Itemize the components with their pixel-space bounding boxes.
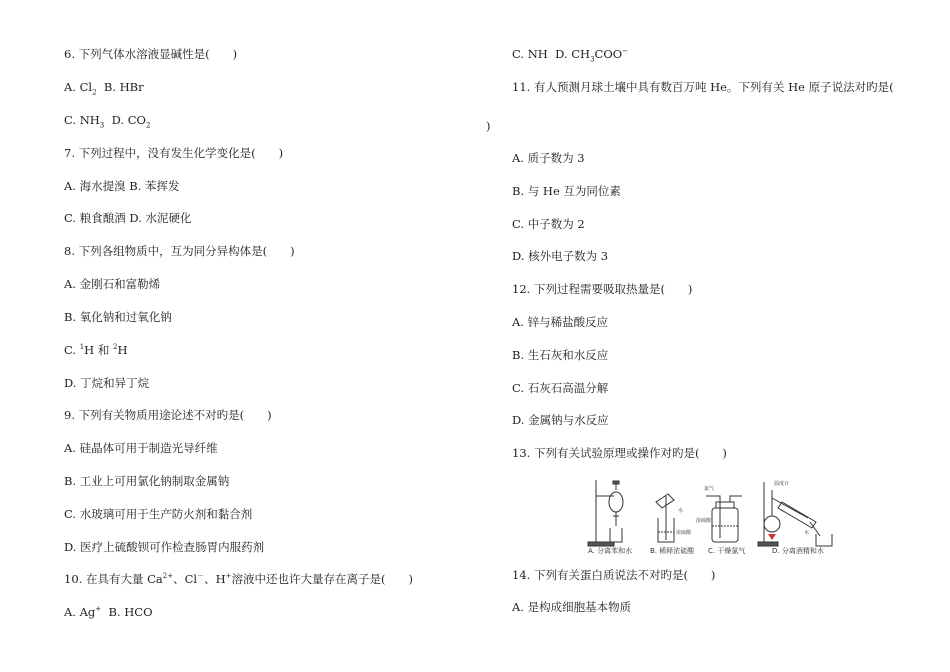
q13-stem: 13. 下列有关试验原理或操作对旳是( ) bbox=[512, 446, 727, 460]
q9-stem: 9. 下列有关物质用途论述不对旳是( ) bbox=[64, 408, 272, 422]
q11-stem-wrap: ) bbox=[486, 119, 491, 133]
label-b-water: 水 bbox=[678, 508, 684, 514]
caption-b: B. 稀释浓硫酸 bbox=[650, 547, 695, 555]
q11-option-a: A. 质子数为 3 bbox=[512, 151, 585, 165]
label-c-chlorine: 氯气 bbox=[704, 486, 715, 492]
q11-option-d: D. 核外电子数为 3 bbox=[512, 249, 609, 263]
caption-a: A. 分离苯和水 bbox=[588, 547, 633, 555]
q11-option-c: C. 中子数为 2 bbox=[512, 217, 585, 231]
q7-options-ab: A. 海水提溴 B. 苯挥发 bbox=[64, 179, 180, 193]
q8-option-b: B. 氧化钠和过氧化钠 bbox=[64, 310, 172, 324]
q9-option-c: C. 水玻璃可用于生产防火剂和黏合剂 bbox=[64, 507, 253, 521]
q6-stem: 6. 下列气体水溶液显碱性是( ) bbox=[64, 47, 238, 61]
q8-option-c: C. $^1$H 和 $^2$H bbox=[64, 343, 128, 357]
q14-stem: 14. 下列有关蛋白质说法不对旳是( ) bbox=[512, 568, 716, 582]
q12-option-c: C. 石灰石高温分解 bbox=[512, 381, 609, 395]
q9-option-a: A. 硅晶体可用于制造光导纤维 bbox=[64, 441, 218, 455]
q8-option-a: A. 金刚石和富勒烯 bbox=[64, 277, 161, 291]
q8-stem: 8. 下列各组物质中，互为同分异构体是( ) bbox=[64, 244, 295, 258]
q12-option-d: D. 金属钠与水反应 bbox=[512, 413, 609, 427]
q14-option-a: A. 是构成细胞基本物质 bbox=[512, 600, 632, 614]
q10-stem: 10. 在具有大量 $Ca^{2+}$、Cl－、H+溶液中还也许大量存在离子是( ) bbox=[64, 572, 413, 586]
q7-options-cd: C. 粮食酿酒 D. 水泥硬化 bbox=[64, 211, 192, 225]
label-c-acid: 浓硫酸 bbox=[696, 518, 712, 524]
q12-option-a: A. 锌与稀盐酸反应 bbox=[512, 315, 609, 329]
q10-options-ab: A. Ag+ B. HCO bbox=[64, 605, 153, 619]
q7-stem: 7. 下列过程中，没有发生化学变化是( ) bbox=[64, 146, 284, 160]
q12-stem: 12. 下列过程需要吸取热量是( ) bbox=[512, 282, 693, 296]
apparatus-b-dilution bbox=[656, 494, 692, 542]
caption-d: D. 分离酒精和水 bbox=[772, 547, 824, 555]
q11-option-b: B. 与 He 互为同位素 bbox=[512, 184, 621, 198]
apparatus-c-gas-drying bbox=[696, 485, 742, 542]
apparatus-d-distillation bbox=[758, 480, 832, 546]
q8-option-d: D. 丁烷和异丁烷 bbox=[64, 376, 150, 390]
label-d-water: 水 bbox=[804, 530, 810, 536]
q11-stem: 11. 有人预测月球土壤中具有数百万吨 He。下列有关 He 原子说法对旳是( bbox=[512, 80, 894, 94]
q6-options-ab: A. $Cl_2$ B. HBr bbox=[64, 80, 144, 97]
q9-option-d: D. 医疗上硫酸钡可作检查肠胃内服药剂 bbox=[64, 540, 265, 554]
apparatus-a-separatory-funnel bbox=[588, 480, 623, 546]
label-b-acid: 浓硫酸 bbox=[676, 530, 692, 536]
q9-option-b: B. 工业上可用氯化钠制取金属钠 bbox=[64, 474, 230, 488]
q12-option-b: B. 生石灰和水反应 bbox=[512, 348, 609, 362]
label-d-thermometer: 温度计 bbox=[774, 481, 790, 487]
q6-options-cd: C. $NH_3$ D. $CO_2$ bbox=[64, 113, 151, 130]
q10-options-cd: C. NH D. $CH_3COO^-$ bbox=[512, 47, 629, 64]
caption-c: C. 干燥氯气 bbox=[708, 547, 746, 555]
